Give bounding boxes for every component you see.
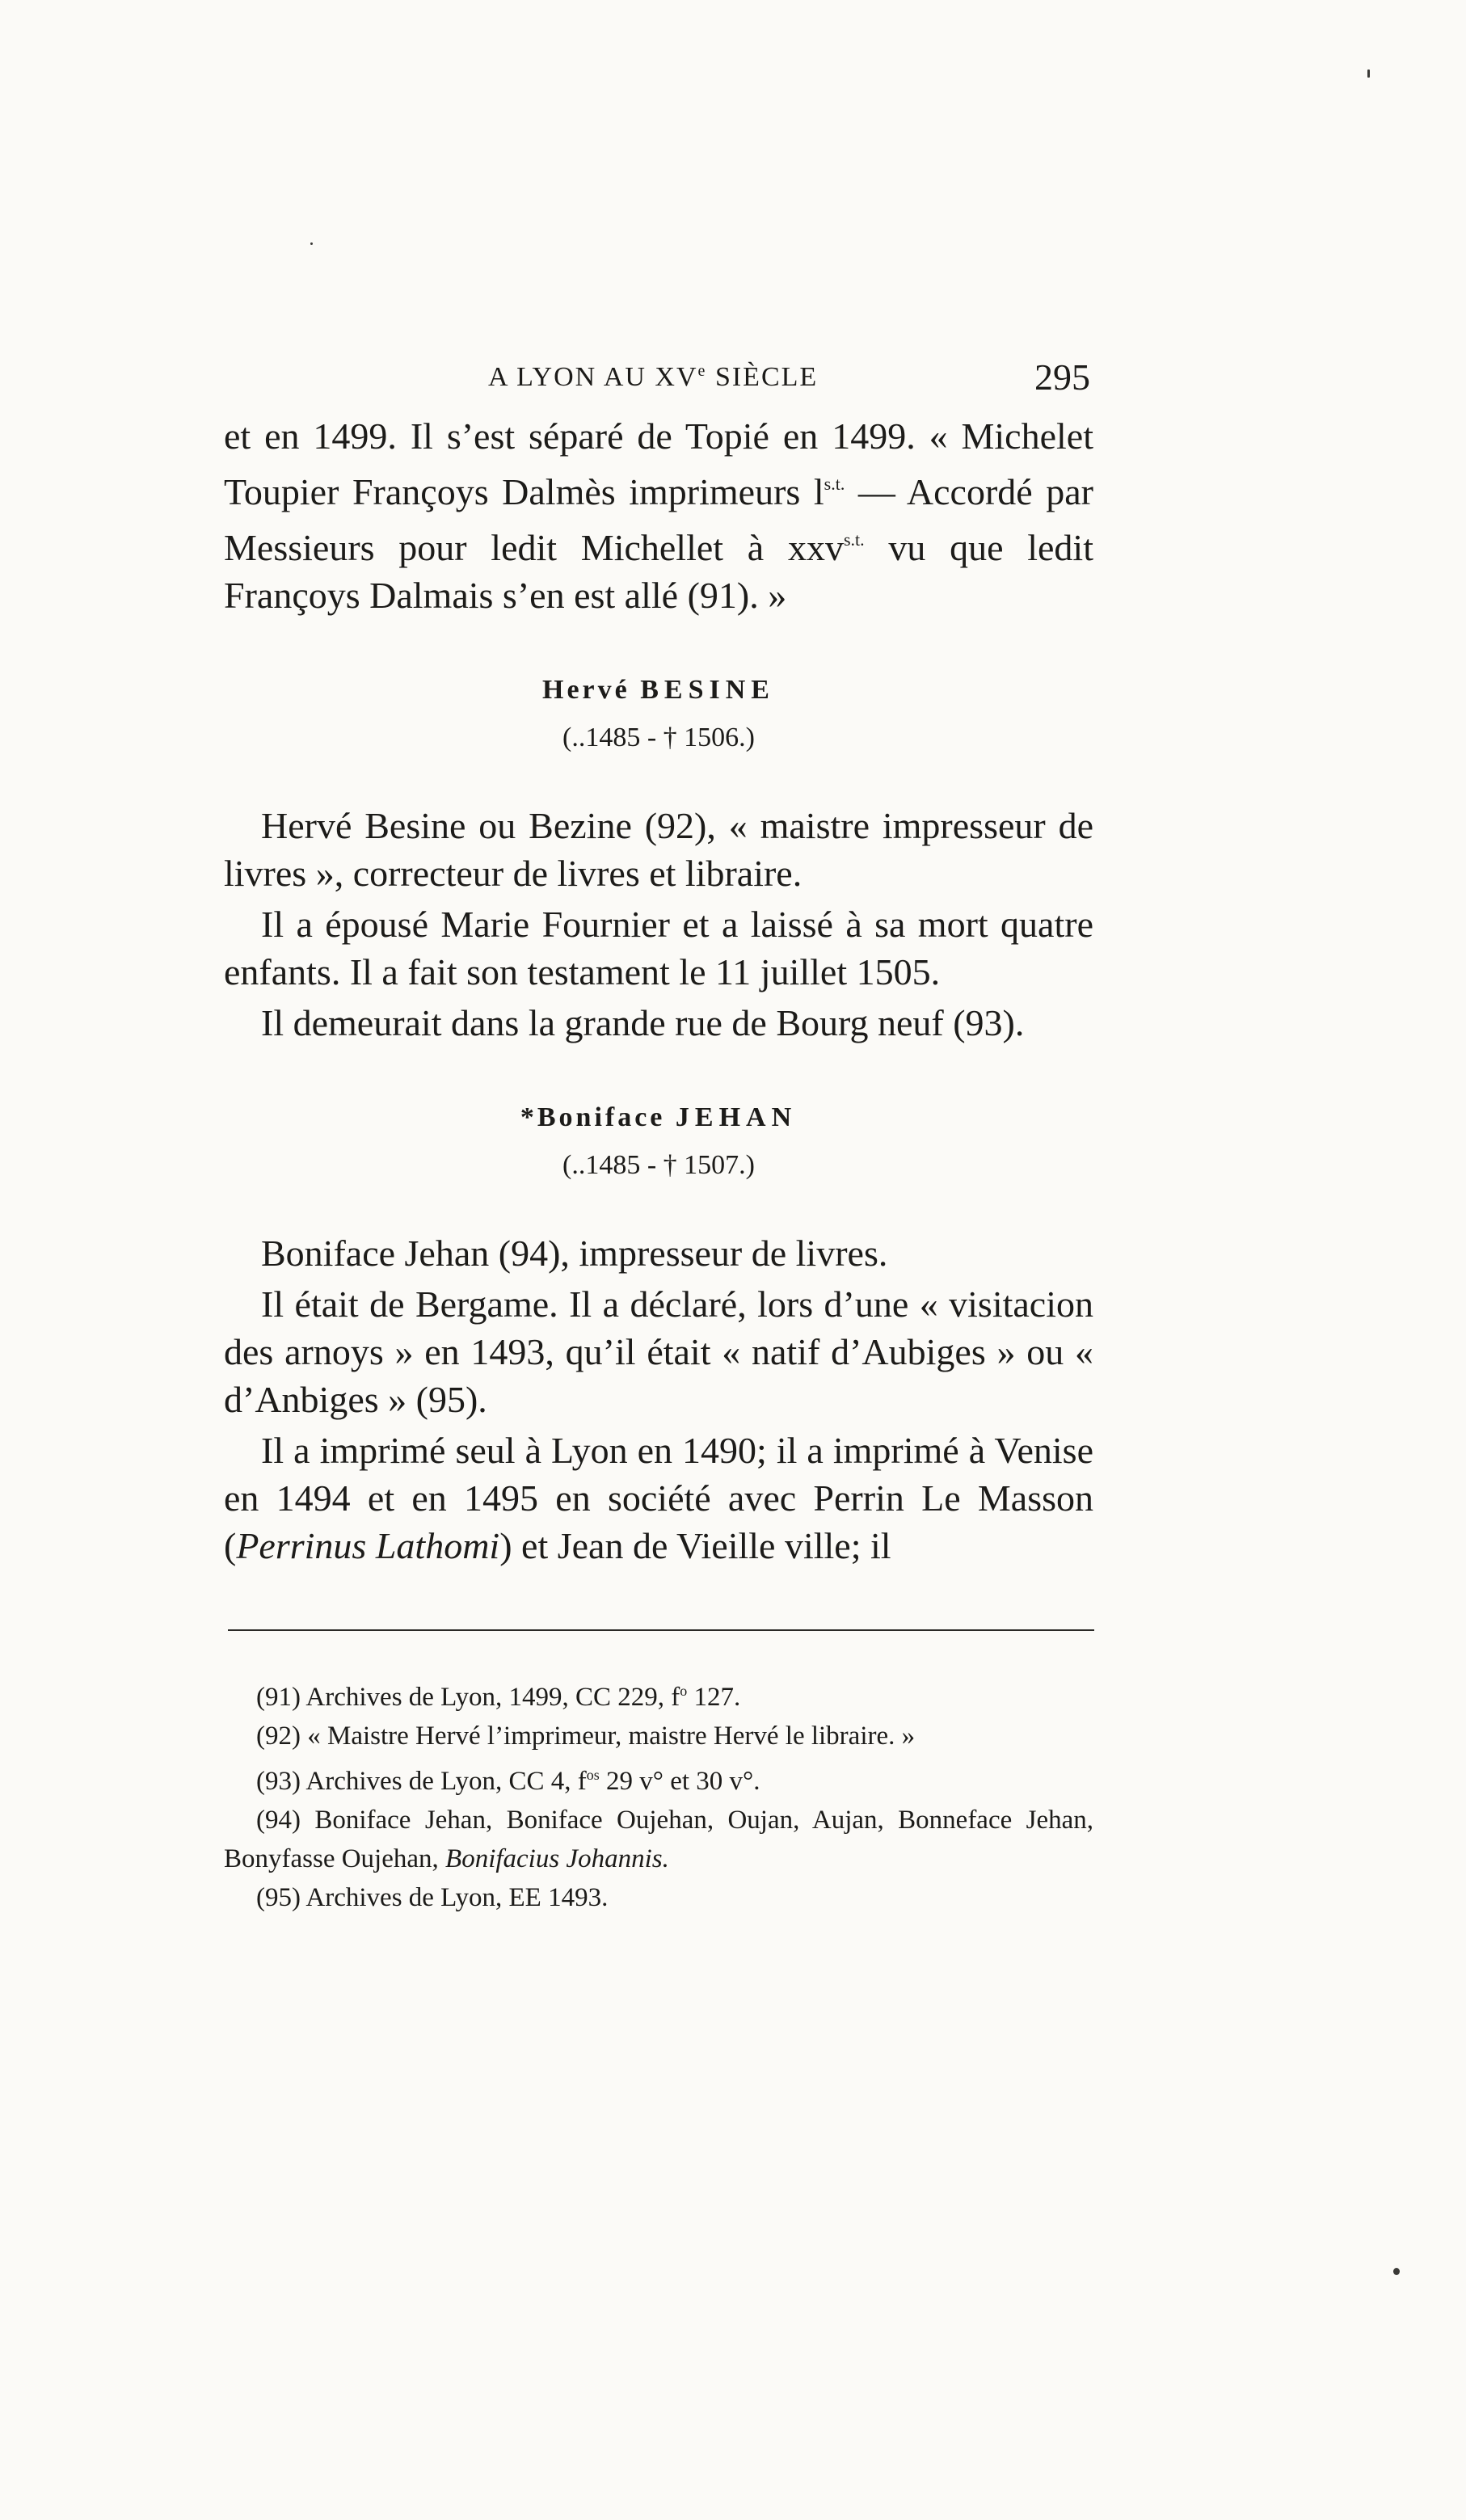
italic-name: Perrinus Lathomi <box>236 1525 500 1566</box>
running-head-text: A LYON AU XV <box>488 362 698 392</box>
entry-heading <box>224 666 1093 761</box>
surname: BESINE <box>640 675 775 705</box>
entry-jehan <box>224 1094 1093 1570</box>
printer-dates: (..1485 - † 1506.) <box>562 723 755 752</box>
footnote-separator <box>228 1629 1094 1631</box>
entry-paragraph: Hervé Besine ou Bezine (92), « maistre impresseur de livres », correcteur de livres et libraire. <box>224 805 1093 894</box>
continuation-sup-1: s.t. <box>824 474 845 494</box>
entry-besine <box>224 666 1093 1047</box>
ink-speck <box>310 242 313 245</box>
footnote-tail: 29 v° et 30 v°. <box>599 1767 760 1796</box>
running-head-tail: SIÈCLE <box>714 362 819 392</box>
entry-paragraph <box>224 1426 1093 1570</box>
footnotes <box>224 1671 1093 1917</box>
footnote-text: (92) « Maistre Hervé l’imprimeur, maistre Hervé le libraire. » <box>256 1721 916 1751</box>
paragraph-text: Il a imprimé seul à Lyon en 1490; il a imprimé à Venise en 1494 et en 1495 en société avec Perrin Le Masson ( <box>224 1430 1093 1566</box>
footnote-italic: Bonifacius Johannis. <box>445 1844 669 1873</box>
paragraph-tail: ) et Jean de Vieille ville; il <box>499 1525 891 1566</box>
printer-dates: (..1485 - † 1507.) <box>562 1150 755 1180</box>
main-text <box>224 412 1093 1570</box>
continuation-sup-2: s.t. <box>843 529 865 550</box>
footnote-text: (95) Archives de Lyon, EE 1493. <box>256 1883 609 1912</box>
running-head-superscript: e <box>697 362 707 380</box>
printer-name <box>224 1094 1093 1141</box>
entry-paragraph: Boniface Jehan (94), impresseur de livres. <box>261 1233 888 1274</box>
given-name: Hervé <box>542 675 630 705</box>
footnote <box>224 1671 1093 1717</box>
printer-name <box>224 666 1093 714</box>
entry-paragraph: Il demeurait dans la grande rue de Bourg neuf (93). <box>261 1002 1025 1043</box>
footnote-text: (94) Boniface Jehan, Boniface Oujehan, Oujan, Aujan, Bonneface Jehan, Bonyfasse Oujehan, <box>224 1806 1093 1873</box>
continuation-paragraph <box>224 412 1093 619</box>
footnote-sup: os <box>586 1767 600 1783</box>
footnote <box>224 1717 1093 1755</box>
ink-speck <box>1367 70 1370 78</box>
footnote <box>224 1878 1093 1917</box>
footnote-sup: o <box>680 1683 688 1699</box>
entry-paragraph: Il était de Bergame. Il a déclaré, lors d’une « visitacion des arnoys » en 1493, qu’il était « natif d’Aubiges » ou « d’Anbiges » (95). <box>224 1283 1093 1420</box>
surname: JEHAN <box>675 1102 798 1132</box>
footnote-text: (91) Archives de Lyon, 1499, CC 229, f <box>256 1683 680 1712</box>
page-header <box>0 352 1466 401</box>
ink-speck <box>1393 2268 1400 2275</box>
continuation-text-3: vu que ledit Françoys Dalmais s’en est allé (91). » <box>224 527 1093 616</box>
footnote-tail: 127. <box>687 1683 741 1712</box>
page-number: 295 <box>1034 356 1090 398</box>
asterisk-mark: * <box>520 1102 537 1132</box>
given-name: Boniface <box>537 1102 666 1132</box>
entry-heading <box>224 1094 1093 1189</box>
footnote <box>224 1801 1093 1878</box>
footnote <box>224 1755 1093 1801</box>
entry-paragraph: Il a épousé Marie Fournier et a laissé à sa mort quatre enfants. Il a fait son testament le 11 juillet 1505. <box>224 904 1093 992</box>
continuation-text-2: — Accordé par Messieurs pour ledit Michellet à xxv <box>224 471 1093 568</box>
running-head <box>488 362 818 393</box>
continuation-text-1: et en 1499. Il s’est séparé de Topié en 1499. « Michelet Toupier Françoys Dalmès imprimeurs l <box>224 415 1093 512</box>
footnote-text: (93) Archives de Lyon, CC 4, f <box>256 1767 587 1796</box>
